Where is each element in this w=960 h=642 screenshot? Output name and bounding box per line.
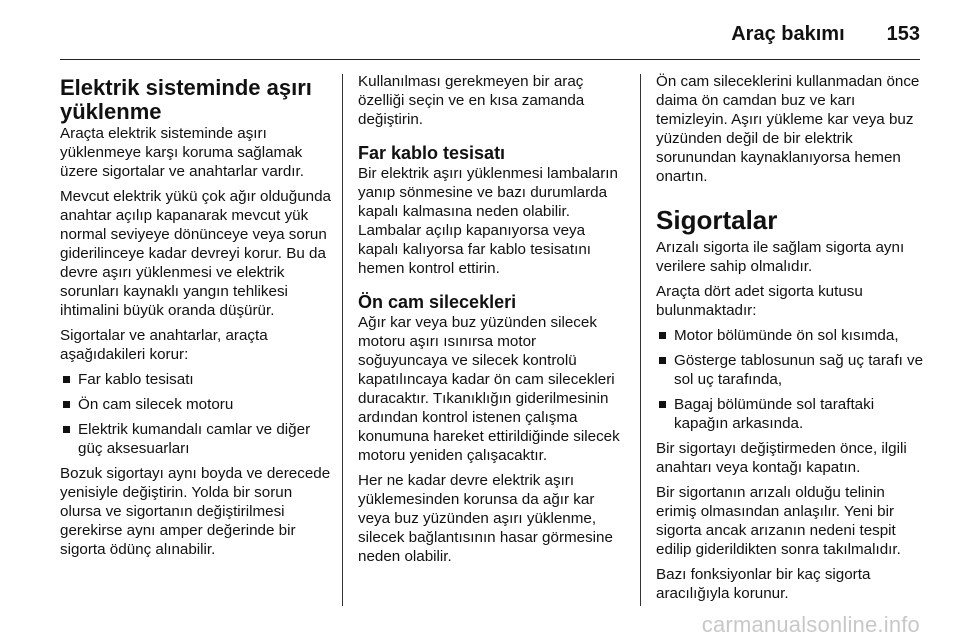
- paragraph: Bir elektrik aşırı yüklenmesi lambaların yanıp sönmesine ve bazı durumlarda kapalı kalmasına neden olabilir. Lambalar açılıp kapanıyorsa veya kapalı kalıyorsa far kablo tesisatını hemen kontrol ettirin.: [358, 165, 618, 277]
- section-heading-electrical-overload: Elektrik sisteminde aşırı yüklenme: [60, 75, 312, 124]
- paragraph: Ön cam sileceklerini kullanmadan önce daima ön camdan buz ve karı temizleyin. Aşırı yükleme kar veya buz yüzünden değil de bir elektrik sorunundan kaynaklanıyorsa hemen onartın.: [656, 73, 920, 185]
- paragraph: Sigortalar ve anahtarlar, araçta aşağıdakileri korur:: [60, 327, 268, 363]
- paragraph: Arızalı sigorta ile sağlam sigorta aynı verilere sahip olmalıdır.: [656, 239, 905, 275]
- paragraph: Ağır kar veya buz yüzünden silecek motoru aşırı ısınırsa motor soğuyuncaya ve silecek kontrolü kapatılıncaya kadar ön cam silecekleri duracaktır. Tıkanıklığın giderilmesinin ardından kontrol istenen çalışma konumuna hareket ettirildiğinde silecek motoru yeniden çalışacaktır.: [358, 314, 620, 464]
- paragraph: Her ne kadar devre elektrik aşırı yüklemesinden korunsa da ağır kar veya buz yüzünden aşırı yüklenme, silecek bağlantısının hasar görmesine neden olabilir.: [358, 472, 613, 565]
- section-windscreen-wipers: [358, 292, 622, 566]
- header-rule: [60, 59, 920, 60]
- column-divider-1: [342, 74, 343, 606]
- section-headlamp-wiring: [358, 143, 622, 278]
- paragraph: Bozuk sigortayı aynı boyda ve derecede yenisiyle değiştirin. Yolda bir sorun olursa ve sigortanın değiştirilmesi gerekirse aynı amper değerinde bir sigorta ödünç alınabilir.: [60, 465, 331, 558]
- list-item: Bagaj bölümünde sol taraftaki kapağın arkasında.: [656, 395, 926, 433]
- list-item: Gösterge tablosunun sağ uç tarafı ve sol uç tarafında,: [656, 351, 926, 389]
- paragraph: Araçta elektrik sisteminde aşırı yüklenmeye karşı koruma sağlamak üzere sigortalar ve anahtarlar vardır.: [60, 125, 304, 180]
- list-item: Far kablo tesisatı: [60, 370, 332, 389]
- page-number: 153: [886, 22, 920, 45]
- column-2: [358, 72, 622, 572]
- column-3: [656, 72, 926, 609]
- section-heading-headlamp-wiring: Far kablo tesisatı: [358, 143, 506, 163]
- paragraph: Kullanılması gerekmeyen bir araç özelliği seçin ve en kısa zamanda değiştirin.: [358, 73, 585, 128]
- section-fuses: [656, 204, 926, 603]
- protected-items-list: [60, 370, 332, 458]
- list-item: Elektrik kumandalı camlar ve diğer güç aksesuarları: [60, 420, 332, 458]
- fuse-box-locations-list: [656, 326, 926, 433]
- paragraph: Bazı fonksiyonlar bir kaç sigorta aracılığıyla korunur.: [656, 566, 871, 602]
- header-title: Araç bakımı: [731, 22, 845, 45]
- column-1: [60, 72, 332, 565]
- section-heading-fuses: Sigortalar: [656, 205, 778, 235]
- paragraph: Bir sigortayı değiştirmeden önce, ilgili anahtarı veya kontağı kapatın.: [656, 440, 907, 476]
- paragraph: Bir sigortanın arızalı olduğu telinin erimiş olmasından anlaşılır. Yeni bir sigorta ancak arızanın nedeni tespit edilip giderildikten sonra takılmalıdır.: [656, 484, 901, 558]
- list-item: Motor bölümünde ön sol kısımda,: [656, 326, 926, 345]
- section-heading-windscreen-wipers: Ön cam silecekleri: [358, 292, 517, 312]
- column-divider-2: [640, 74, 641, 606]
- paragraph: Mevcut elektrik yükü çok ağır olduğunda anahtar açılıp kapanarak mevcut yük normal seviyeye dönünceye veya sorun giderilinceye kadar devreyi korur. Bu da devre aşırı yüklenmesi ve elektrik sorunları kaynaklı yangın tehlikesi ihtimalini büyük oranda düşürür.: [60, 188, 331, 319]
- page-header: [60, 14, 920, 54]
- paragraph: Araçta dört adet sigorta kutusu bulunmaktadır:: [656, 283, 863, 319]
- list-item: Ön cam silecek motoru: [60, 395, 332, 414]
- watermark: carmanualsonline.info: [701, 612, 920, 637]
